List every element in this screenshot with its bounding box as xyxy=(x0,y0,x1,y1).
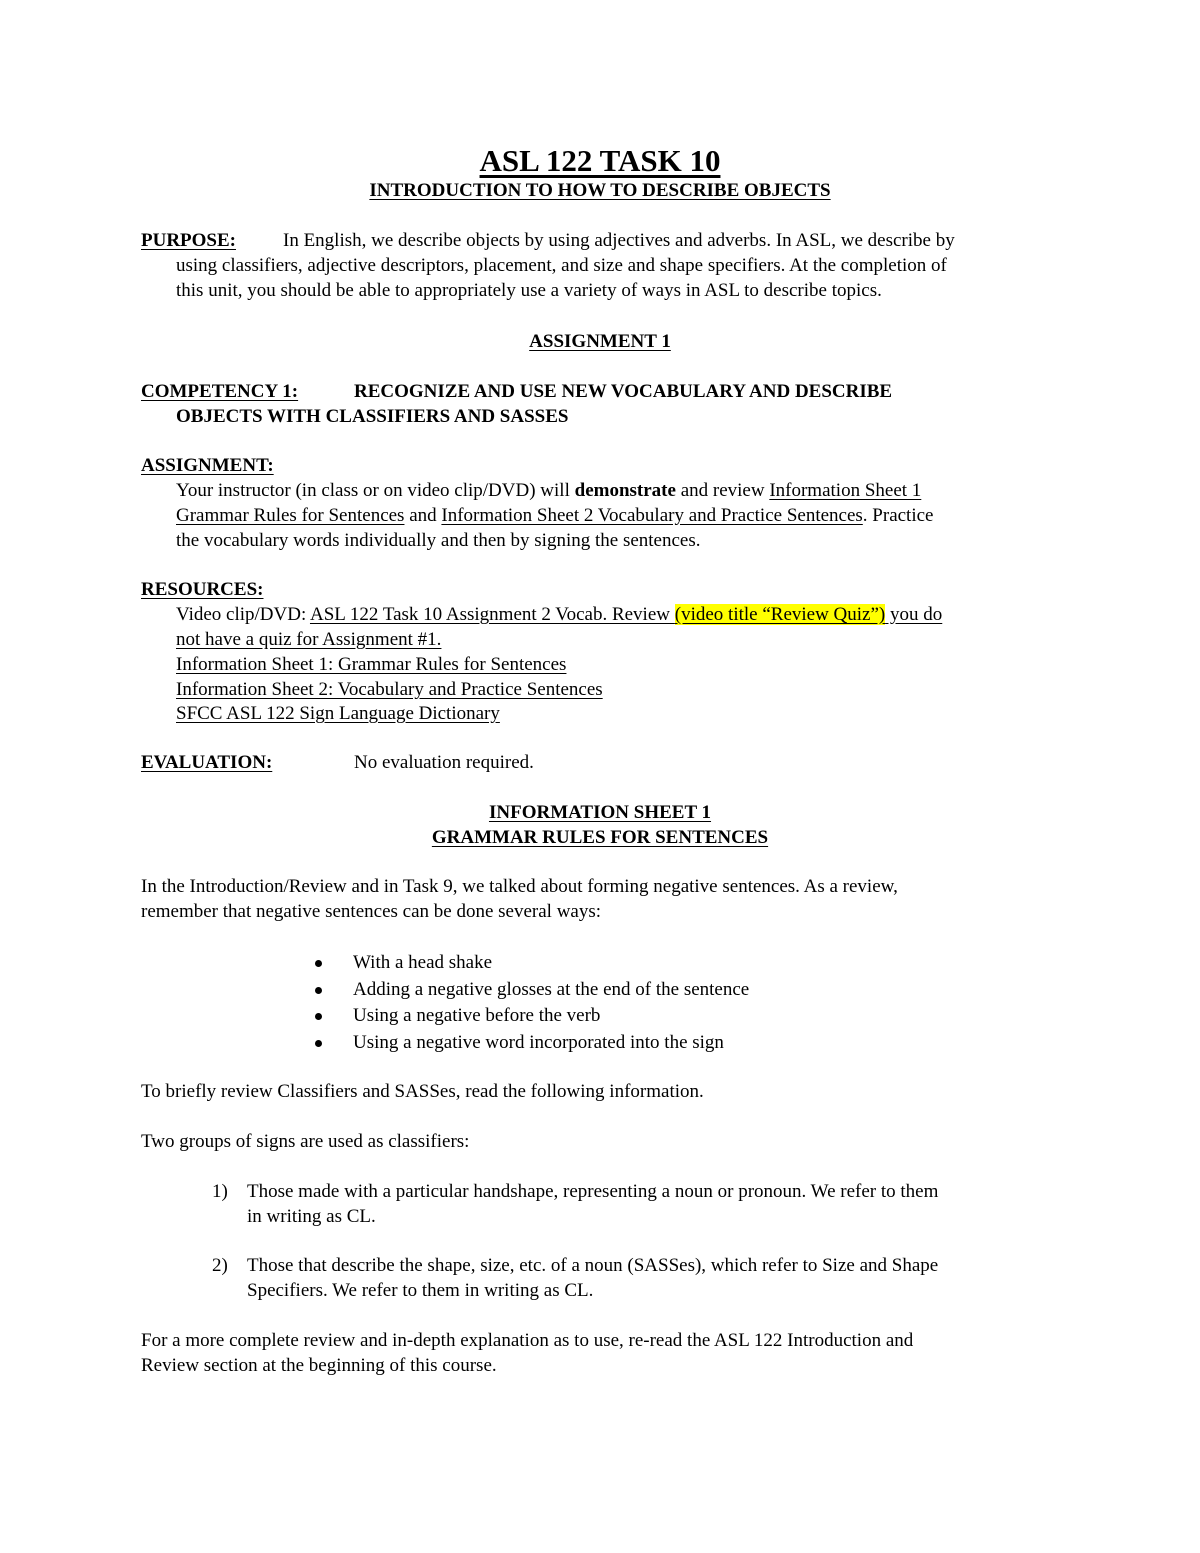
resource-dictionary-link[interactable]: SFCC ASL 122 Sign Language Dictionary xyxy=(176,703,500,724)
assignment-emphasis: demonstrate xyxy=(574,480,676,501)
info-sheet-2-link[interactable]: Information Sheet 2 Vocabulary and Practice Sentences xyxy=(441,505,863,526)
purpose-line: In English, we describe objects by using adjectives and adverbs. In ASL, we describe by xyxy=(283,230,955,251)
info-sheet-1-link[interactable]: Information Sheet 1 xyxy=(769,480,922,501)
competency-text: OBJECTS WITH CLASSIFIERS AND SASSES xyxy=(176,406,569,427)
list-item: Those made with a particular handshape, representing a noun or pronoun. We refer to them xyxy=(247,1181,939,1202)
review-line: To briefly review Classifiers and SASSes, read the following information. xyxy=(141,1081,704,1102)
resource-info-sheet-2-link[interactable]: Information Sheet 2: Vocabulary and Practice Sentences xyxy=(176,679,603,700)
assignment-heading: ASSIGNMENT 1 xyxy=(529,331,671,352)
list-number: 1) xyxy=(212,1181,228,1202)
resources-label: RESOURCES: xyxy=(141,579,264,600)
assignment-line-2 xyxy=(176,504,933,528)
info-sheet-heading: INFORMATION SHEET 1 xyxy=(488,802,712,823)
list-item: in writing as CL. xyxy=(247,1206,376,1227)
assignment-text: and xyxy=(404,505,442,526)
info-sheet-subheading: GRAMMAR RULES FOR SENTENCES xyxy=(431,827,769,848)
assignment-text: and review xyxy=(675,480,770,501)
closing-line: For a more complete review and in-depth explanation as to use, re-read the ASL 122 Introduction and xyxy=(141,1330,914,1351)
resource-video-note: you do xyxy=(885,604,943,625)
groups-line: Two groups of signs are used as classifiers: xyxy=(141,1131,470,1152)
bullet-icon xyxy=(315,960,322,967)
resource-info-sheet-1-link[interactable]: Information Sheet 1: Grammar Rules for Sentences xyxy=(176,654,567,675)
list-item: Using a negative before the verb xyxy=(353,1005,601,1026)
assignment-text: Your instructor (in class or on video clip/DVD) will xyxy=(176,480,575,501)
document-subtitle: INTRODUCTION TO HOW TO DESCRIBE OBJECTS xyxy=(369,180,831,201)
document-title: ASL 122 TASK 10 xyxy=(479,143,721,178)
list-item: Specifiers. We refer to them in writing as CL. xyxy=(247,1280,594,1301)
info-intro-line: remember that negative sentences can be done several ways: xyxy=(141,901,602,922)
purpose-line: using classifiers, adjective descriptors, placement, and size and shape specifiers. At the completion of xyxy=(176,255,947,276)
grammar-rules-link[interactable]: Grammar Rules for Sentences xyxy=(176,505,405,526)
assignment-text: . Practice xyxy=(862,505,934,526)
bullet-icon xyxy=(315,987,322,994)
info-intro-line: In the Introduction/Review and in Task 9, we talked about forming negative sentences. As a review, xyxy=(141,876,898,897)
evaluation-text: No evaluation required. xyxy=(354,752,534,773)
list-item: Those that describe the shape, size, etc. of a noun (SASSes), which refer to Size and Shape xyxy=(247,1255,939,1276)
bullet-icon xyxy=(315,1040,322,1047)
bullet-icon xyxy=(315,1013,322,1020)
assignment-line-3: the vocabulary words individually and then by signing the sentences. xyxy=(176,530,701,551)
evaluation-label: EVALUATION: xyxy=(141,752,273,773)
resource-video-note: not have a quiz for Assignment #1. xyxy=(176,629,442,650)
video-title-highlight: (video title “Review Quiz”) xyxy=(674,604,886,625)
assignment-label: ASSIGNMENT: xyxy=(141,455,274,476)
competency-text: RECOGNIZE AND USE NEW VOCABULARY AND DESCRIBE xyxy=(354,381,893,402)
list-item: With a head shake xyxy=(353,952,493,973)
list-item: Using a negative word incorporated into the sign xyxy=(353,1032,724,1053)
resource-video-prefix: Video clip/DVD: xyxy=(176,604,310,625)
resource-video-line xyxy=(176,603,942,627)
video-review-link[interactable]: ASL 122 Task 10 Assignment 2 Vocab. Review xyxy=(309,604,675,625)
closing-line: Review section at the beginning of this course. xyxy=(141,1355,497,1376)
purpose-line: this unit, you should be able to appropriately use a variety of ways in ASL to describe topics. xyxy=(176,280,882,301)
assignment-line-1 xyxy=(176,479,921,503)
list-item: Adding a negative glosses at the end of the sentence xyxy=(353,979,750,1000)
competency-label: COMPETENCY 1: xyxy=(141,381,299,402)
purpose-label: PURPOSE: xyxy=(141,230,236,251)
list-number: 2) xyxy=(212,1255,228,1276)
